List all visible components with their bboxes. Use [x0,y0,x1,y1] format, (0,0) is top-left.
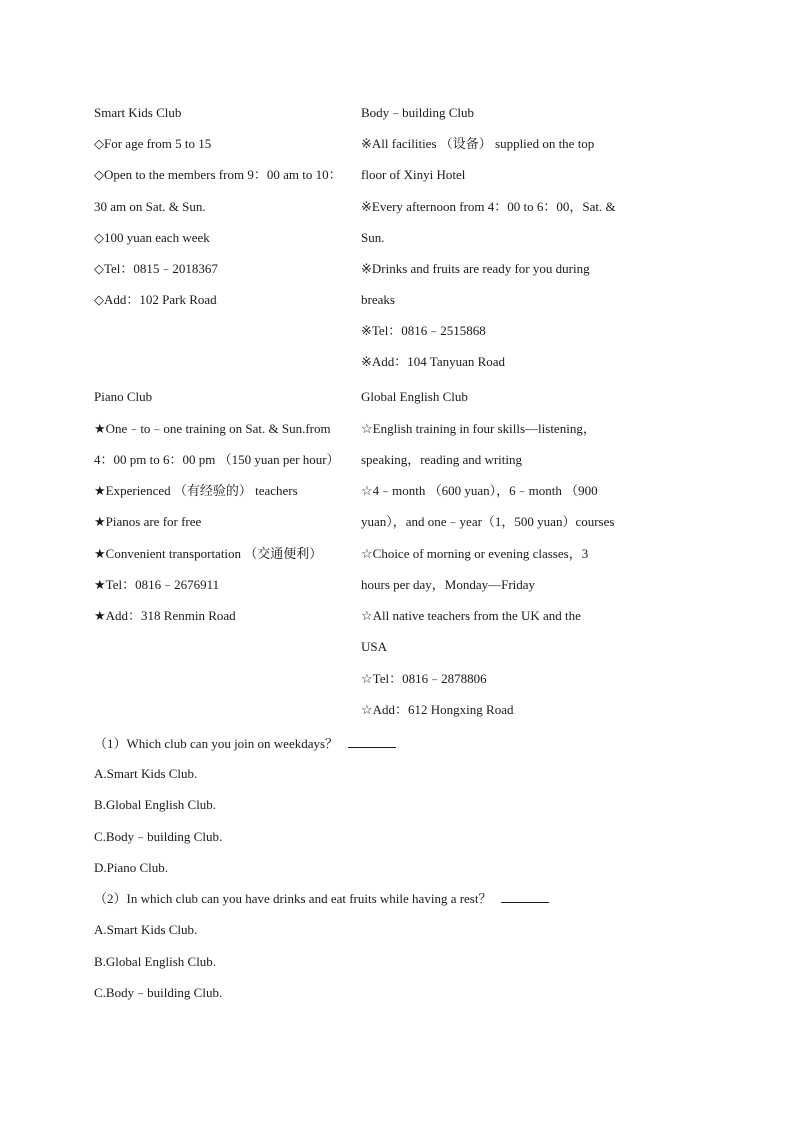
global-english-line: ☆4﹣month （600 yuan），6﹣month （900 [361,483,598,498]
piano-line: ★Tel：0816﹣2676911 [94,577,220,592]
global-english-club-title: Global English Club [361,389,468,404]
body-building-club-title: Body﹣building Club [361,105,475,120]
global-english-line: speaking，reading and writing [361,452,523,467]
smart-kids-line: ◇For age from 5 to 15 [94,136,212,151]
piano-line: ★Add：318 Renmin Road [94,608,236,623]
question-2-option-c: C.Body﹣building Club. [94,985,223,1000]
body-building-line: floor of Xinyi Hotel [361,167,466,182]
body-building-line: ※Tel：0816﹣2515868 [361,323,486,338]
smart-kids-line: ◇100 yuan each week [94,230,210,245]
smart-kids-line: ◇Tel：0815﹣2018367 [94,261,218,276]
piano-line: ★One﹣to﹣one training on Sat. & Sun.from [94,421,331,436]
answer-blank-2[interactable] [501,892,549,903]
global-english-line: ☆English training in four skills—listening， [361,421,596,436]
question-2-option-a: A.Smart Kids Club. [94,922,198,937]
smart-kids-line: ◇Open to the members from 9：00 am to 10： [94,167,342,182]
piano-line: ★Pianos are for free [94,514,202,529]
global-english-line: USA [361,639,388,654]
piano-line: ★Convenient transportation （交通便利） [94,546,323,561]
piano-line: ★Experienced （有经验的） teachers [94,483,298,498]
question-1 [94,736,396,752]
smart-kids-line: ◇Add：102 Park Road [94,292,217,307]
body-building-line: ※Add：104 Tanyuan Road [361,354,506,369]
question-2-stem: （2）In which club can you have drinks and eat fruits while having a rest？ [94,891,492,906]
question-1-option-c: C.Body﹣building Club. [94,829,223,844]
smart-kids-line: 30 am on Sat. & Sun. [94,199,206,214]
global-english-line: yuan），and one﹣year（1，500 yuan）courses [361,514,615,529]
question-1-option-d: D.Piano Club. [94,860,169,875]
body-building-line: ※Every afternoon from 4：00 to 6：00，Sat. & [361,199,616,214]
question-1-stem: （1）Which club can you join on weekdays？ [94,736,339,751]
question-1-option-a: A.Smart Kids Club. [94,766,198,781]
global-english-line: ☆Tel：0816﹣2878806 [361,671,487,686]
body-building-line: breaks [361,292,395,307]
piano-club-title: Piano Club [94,389,153,404]
piano-line: 4：00 pm to 6：00 pm （150 yuan per hour） [94,452,340,467]
body-building-line: Sun. [361,230,385,245]
global-english-line: hours per day，Monday—Friday [361,577,536,592]
global-english-line: ☆Add：612 Hongxing Road [361,702,514,717]
body-building-line: ※All facilities （设备） supplied on the top [361,136,595,151]
answer-blank-1[interactable] [348,737,396,748]
global-english-line: ☆All native teachers from the UK and the [361,608,581,623]
body-building-line: ※Drinks and fruits are ready for you during [361,261,590,276]
question-1-option-b: B.Global English Club. [94,797,217,812]
question-2-option-b: B.Global English Club. [94,954,217,969]
question-2 [94,891,549,907]
global-english-line: ☆Choice of morning or evening classes，3 [361,546,589,561]
smart-kids-club-title: Smart Kids Club [94,105,182,120]
